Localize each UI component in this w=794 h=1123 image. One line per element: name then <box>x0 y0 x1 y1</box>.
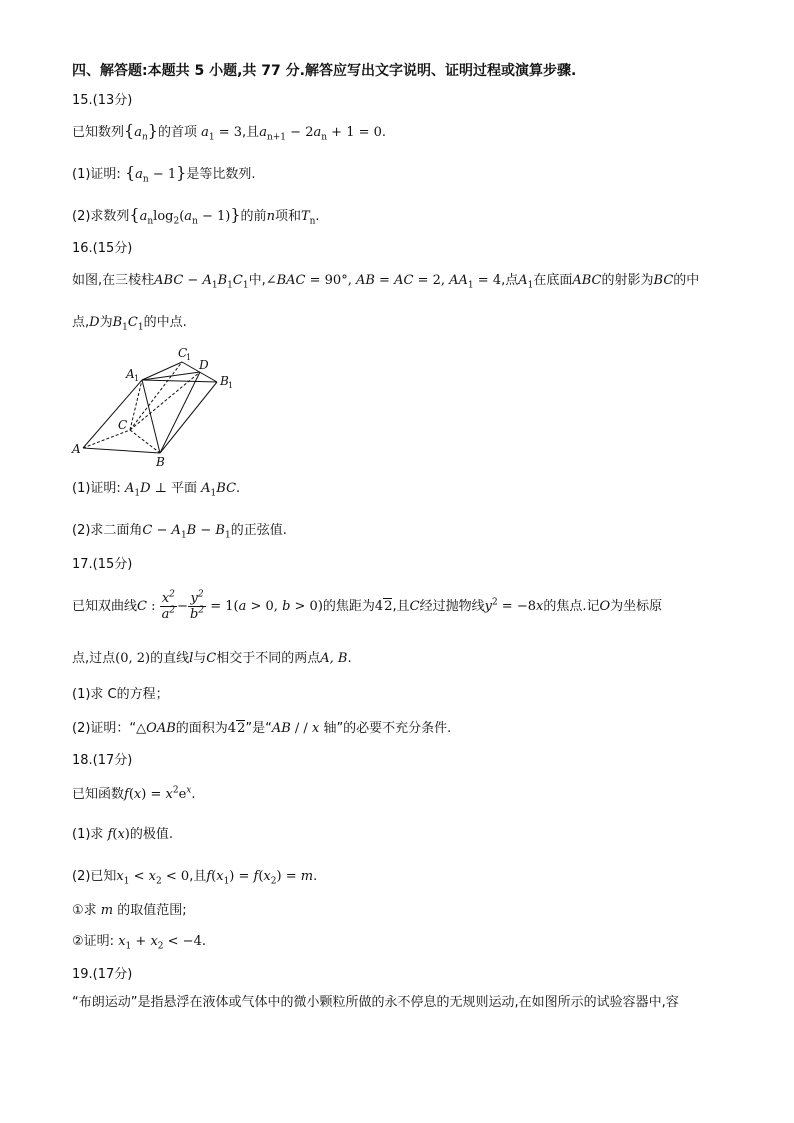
label-C1-sub: 1 <box>186 353 192 362</box>
edge-A1-B <box>142 380 160 453</box>
q18-stem: 已知函数$f(x) = x^2e^x$. <box>72 785 196 802</box>
q18-number: 18.(17分) <box>72 753 133 768</box>
q15-number: 15.(13分) <box>72 93 133 108</box>
q17-stem-cont: 点,过点(0, 2)的直线l与C相交于不同的两点A, B. <box>72 651 352 666</box>
label-A1: A <box>126 367 135 381</box>
q18-subpart2: ②证明: $x_1 + x_2 < -4$. <box>72 934 206 952</box>
q17-number: 17.(15分) <box>72 557 133 572</box>
q19-number: 19.(17分) <box>72 967 133 982</box>
q18-part2: (2)已知$x_1 < x_2 < 0$,且$f(x_1) = f(x_2) = m$. <box>72 869 318 887</box>
q17-part2: (2)证明：“△OAB的面积为42”是“AB / / x 轴”的必要不充分条件. <box>72 721 452 736</box>
hidden-edge-C-C1 <box>130 362 182 430</box>
edge-A1-B1 <box>142 380 217 382</box>
q16-part2: (2)求二面角$C - A_1B - B_1$的正弦值. <box>72 523 287 541</box>
edge-B-B1 <box>160 382 217 453</box>
section-header: 四、解答题:本题共 5 小题,共 77 分.解答应写出文字说明、证明过程或演算步骤. <box>72 63 577 79</box>
label-B: B <box>156 455 165 467</box>
q19-stem: “布朗运动”是指悬浮在液体或气体中的微小颗粒所做的永不停息的无规则运动,在如图所示的试验容器中,容 <box>72 995 679 1010</box>
label-D: D <box>199 358 209 372</box>
q16-stem-cont: 点,D为$B_1C_1$的中点. <box>72 315 187 333</box>
hidden-edge-A-C <box>83 430 130 448</box>
q15-part2: (2)求数列$\{a_n\log_2(a_n - 1)\}$的前n项和$T_n$. <box>72 205 320 227</box>
label-A: A <box>72 442 81 456</box>
q18-part1: (1)求 f(x)的极值. <box>72 827 174 842</box>
label-B1-sub: 1 <box>228 381 234 390</box>
q15-stem: 已知数列$\{a_n\}$的首项 $a_1 = 3$,且$a_{n+1} - 2a_n + 1 = 0$. <box>72 121 387 143</box>
label-A1-sub: 1 <box>134 374 140 383</box>
q18-subpart1: ①求 m 的取值范围; <box>72 903 187 918</box>
prism-figure <box>70 345 260 467</box>
q16-stem: 如图,在三棱柱ABC − $A_1B_1C_1$中,∠BAC = 90°, AB = AC = 2, $AA_1 = 4$,点$A_1$在底面ABC的射影为BC的中 <box>72 273 700 291</box>
edge-A-A1 <box>83 380 142 448</box>
label-C1: C <box>178 346 188 360</box>
q17-stem: 已知双曲线C : $\frac{x^2}{a^2}$ − $\frac{y^2}{b^2}$ = 1(a > 0, b > 0)的焦距为42,且C经过抛物线$y^2 = -8x$的焦点.记O为坐标原 <box>72 589 663 622</box>
label-B1: B <box>220 374 229 388</box>
label-C: C <box>118 418 128 432</box>
edge-A-B <box>83 448 160 453</box>
edge-D-B <box>160 372 200 453</box>
q16-part1: (1)证明: $A_1D$ ⊥ 平面 $A_1BC$. <box>72 481 241 499</box>
q15-part1: (1)证明: $\{a_n - 1\}$是等比数列. <box>72 163 256 185</box>
q16-number: 16.(15分) <box>72 241 133 256</box>
q17-part1: (1)求 C的方程； <box>72 687 169 702</box>
